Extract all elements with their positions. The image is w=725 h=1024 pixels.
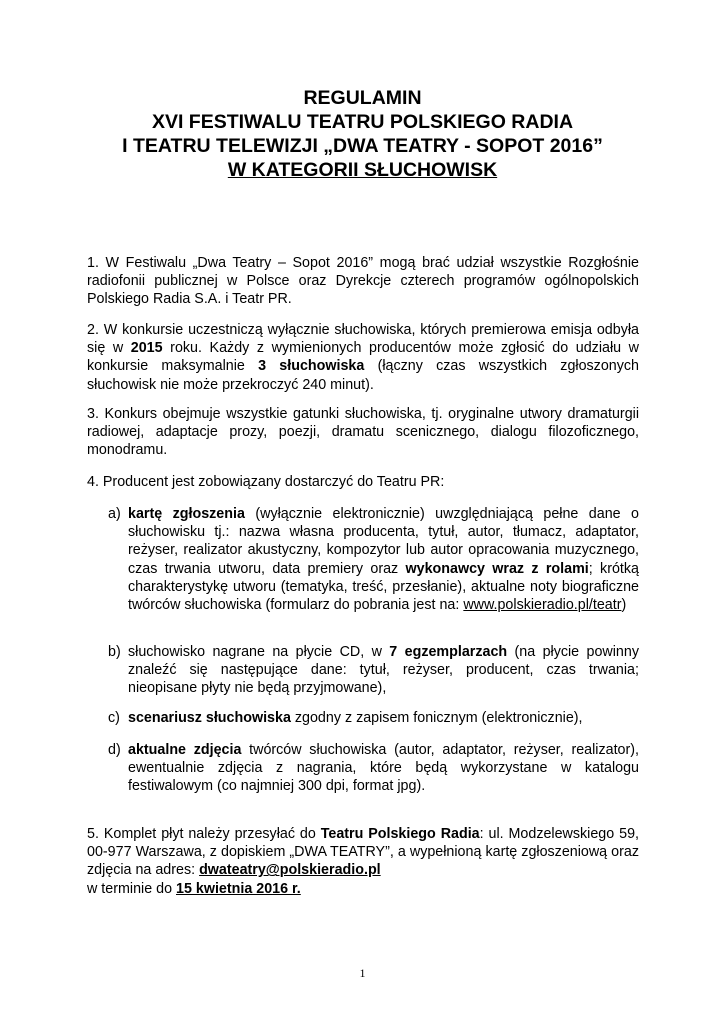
list-item-c-text: zgodny z zapisem fonicznym (elektronicznie), — [290, 710, 583, 726]
paragraph-5-text-3: w terminie do — [87, 880, 176, 897]
script: scenariusz słuchowiska — [128, 710, 291, 726]
paragraph-5 — [87, 825, 639, 898]
paragraph-4-intro-text: 4. Producent jest zobowiązany dostarczyć do Teatru PR: — [87, 474, 445, 490]
paragraph-2-text-c: roku. Każdy z wymienionych producentów może zgłosić do udziału w konkursie maksymalnie — [87, 340, 639, 375]
application-form: kartę zgłoszenia — [128, 506, 245, 522]
list-item-b-text-2: (na płycie powinny znaleźć się następujące dane: tytuł, reżyser, producent, czas trwania; nieopisane płyty nie będą przyjmowane), — [128, 644, 639, 697]
paragraph-1 — [87, 254, 639, 309]
email-link[interactable]: dwateatry@polskieradio.pl — [199, 862, 381, 879]
paragraph-3 — [87, 405, 639, 460]
list-item-b — [108, 643, 639, 698]
paragraph-5-text-2: : ul. Modzelewskiego 59, 00-977 Warszawa, z dopiskiem „DWA TEATRY”, a wypełnioną kartę zgłoszeniową oraz zdjęcia na adres: — [87, 826, 639, 879]
title-line-2: XVI FESTIWALU TEATRU POLSKIEGO RADIA — [151, 111, 574, 133]
paragraph-5-text-1: 5. Komplet płyt należy przesyłać do — [87, 826, 321, 842]
paragraph-2-text-a: 2. W konkursie uczestniczą wyłącznie słuchowiska, których premierowa emisja odbyła się w — [87, 322, 639, 357]
performers-with-roles: wykonawcy wraz z rolami — [405, 560, 589, 577]
deadline-date: 15 kwietnia 2016 r. — [176, 880, 301, 897]
paragraph-2 — [87, 321, 639, 394]
list-item-a-text-1: (wyłącznie elektronicznie) uwzględniającą pełne dane o słuchowisku tj.: nazwa własna producenta, tytuł, autor, tłumacz, adaptator, reżyser, realizator akustyczny, kompozytor lub autor opracowania muzycznego, czas trwania utworu, data premiery oraz — [128, 506, 639, 577]
list-item-d-text: twórców słuchowiska (autor, adaptator, reżyser, realizator), ewentualnie zdjęcia z nagrania, które będą wykorzystane w katalogu festiwalowym (co najmniej 300 dpi, format jpg). — [128, 742, 640, 795]
list-item-b-text-1: słuchowisko nagrane na płycie CD, w — [128, 644, 390, 660]
title-line-4: W KATEGORII SŁUCHOWISK — [227, 159, 498, 181]
list-item-a-text-3: ) — [621, 597, 627, 614]
max-entries: 3 słuchowiska — [258, 358, 365, 375]
seven-copies: 7 egzemplarzach — [389, 644, 508, 660]
year-2015: 2015 — [130, 340, 163, 357]
title-line-1: REGULAMIN — [303, 87, 422, 109]
paragraph-1-text: 1. W Festiwalu „Dwa Teatry – Sopot 2016” mogą brać udział wszystkie Rozgłośnie radiofonii publicznej w Polsce oraz Dyrekcje czterech programów ogólnopolskich Polskiego Radia S.A. i Teatr PR. — [87, 255, 639, 308]
list-item-a-text-2: ; krótką charakterystykę utworu (tematyka, treść, przesłanie), aktualne noty biograficzne twórców słuchowiska (formularz do pobrania jest na: — [128, 560, 639, 614]
list-item-a — [108, 505, 639, 614]
list-item-a-label: a) — [108, 506, 121, 522]
list-item-d-label: d) — [108, 742, 121, 758]
paragraph-2-text-d: (łączny czas wszystkich zgłoszonych słuchowisk nie może przekroczyć 240 minut). — [87, 358, 639, 393]
paragraph-4-intro — [87, 473, 639, 491]
list-item-d — [108, 741, 639, 796]
list-item-b-label: b) — [108, 644, 121, 660]
current-photos: aktualne zdjęcia — [128, 742, 242, 758]
polish-radio-theatre: Teatru Polskiego Radia — [320, 826, 480, 842]
paragraph-3-text: 3. Konkurs obejmuje wszystkie gatunki słuchowiska, tj. oryginalne utwory dramaturgii radiowej, adaptacje prozy, poezji, dramatu scenicznego, dialogu filozoficznego, monodramu. — [87, 406, 639, 459]
list-item-c-label: c) — [108, 710, 120, 726]
document-title — [0, 86, 725, 182]
page-number: 1 — [359, 966, 366, 980]
website-link[interactable]: www.polskieradio.pl/teatr — [463, 597, 622, 614]
list-item-c — [108, 709, 639, 727]
title-line-3: I TEATRU TELEWIZJI „DWA TEATRY - SOPOT 2016” — [122, 135, 603, 157]
